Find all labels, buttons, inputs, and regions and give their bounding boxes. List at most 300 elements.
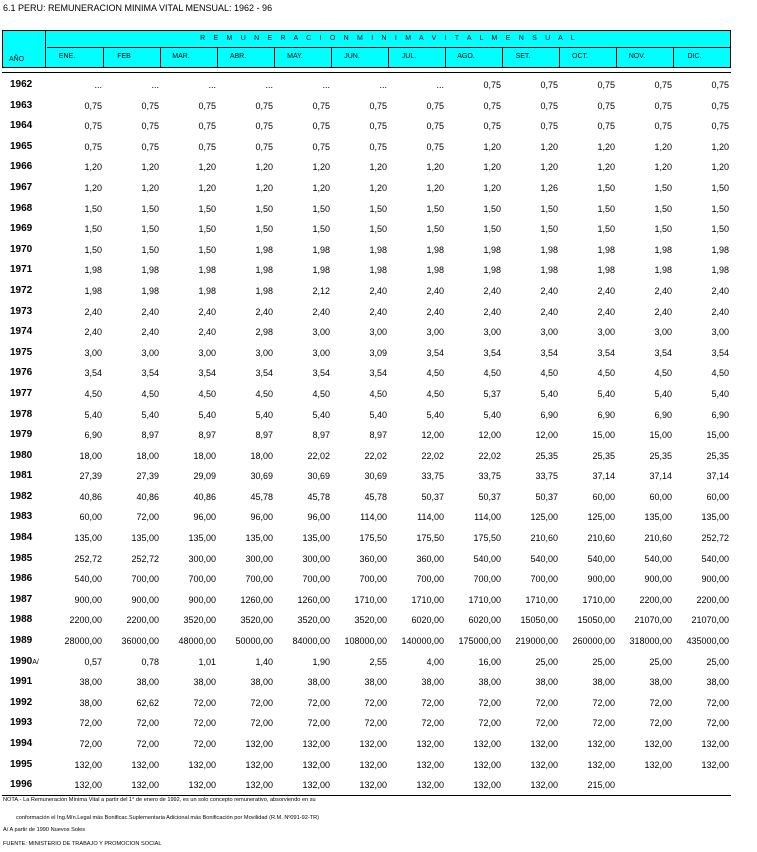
value-cell: 72,00 — [79, 739, 102, 749]
year-cell — [10, 470, 32, 481]
value-cell: 1,98 — [597, 265, 615, 276]
year-label: 1991 — [10, 676, 33, 688]
value-cell: 30,69 — [250, 471, 273, 482]
year-cell — [10, 161, 32, 172]
value-cell: 62,62 — [136, 697, 159, 708]
value-cell: 72,00 — [136, 512, 159, 523]
year-cell — [10, 285, 32, 296]
value-cell: 30,69 — [364, 471, 387, 482]
year-cell — [10, 203, 32, 214]
month-header-cell — [161, 48, 218, 67]
value-cell: 5,40 — [198, 409, 216, 420]
value-cell: 3,54 — [654, 347, 672, 358]
value-cell: 132,00 — [644, 759, 672, 770]
value-cell: 1,98 — [711, 244, 729, 255]
note-line-2: conformación el Ing.Mín.Legal más Bonificac.Suplementaria Adicional más Bonificación por Movilidad (R.M. Nº091-92-TR) — [16, 815, 319, 821]
table-row — [0, 775, 757, 796]
value-cell: 1,98 — [255, 285, 273, 296]
year-label: 1983 — [10, 511, 33, 523]
value-cell: 2,40 — [540, 306, 558, 317]
value-cell: 210,60 — [587, 533, 615, 544]
table-row — [0, 425, 757, 446]
year-cell — [10, 367, 32, 378]
value-cell: 132,00 — [359, 780, 387, 791]
value-cell: 36000,00 — [121, 636, 159, 647]
table-row — [0, 734, 757, 755]
value-cell: 12,00 — [421, 430, 444, 441]
value-cell: 5,40 — [597, 388, 615, 399]
table-row — [0, 672, 757, 693]
value-cell: 132,00 — [302, 759, 330, 770]
value-cell: 38,00 — [307, 677, 330, 688]
value-cell: 252,72 — [74, 553, 102, 564]
value-cell: 60,00 — [79, 512, 102, 523]
value-cell: 135,00 — [701, 512, 729, 523]
value-cell: 3,54 — [483, 347, 501, 358]
value-cell: 0,75 — [198, 100, 216, 111]
value-cell: 4,50 — [483, 368, 501, 379]
value-cell: 1,90 — [312, 656, 330, 667]
year-label: 1964 — [10, 120, 33, 132]
value-cell: 1710,00 — [582, 594, 615, 605]
value-cell: 1,98 — [654, 244, 672, 255]
value-cell: 132,00 — [245, 759, 273, 770]
value-cell: 2,40 — [597, 306, 615, 317]
value-cell: 0,75 — [312, 141, 330, 152]
footer-rule — [2, 795, 731, 796]
year-label: 1984 — [10, 532, 33, 544]
table-row — [0, 405, 757, 426]
year-cell — [10, 100, 32, 111]
value-cell: 3,54 — [84, 368, 102, 379]
year-cell — [10, 223, 32, 234]
value-cell: 25,35 — [592, 450, 615, 461]
value-cell: 1,98 — [426, 244, 444, 255]
value-cell: 18,00 — [193, 450, 216, 461]
value-cell: 37,14 — [649, 471, 672, 482]
value-cell: 1,98 — [141, 265, 159, 276]
year-header-label: AÑO — [9, 56, 25, 63]
value-cell: 1,20 — [597, 162, 615, 173]
value-cell: 132,00 — [74, 759, 102, 770]
value-cell: 1,50 — [84, 203, 102, 214]
value-cell: 3,00 — [711, 327, 729, 338]
value-cell: 210,60 — [530, 533, 558, 544]
value-cell: 4,50 — [597, 368, 615, 379]
value-cell: 900,00 — [188, 594, 216, 605]
value-cell: 132,00 — [245, 739, 273, 749]
value-cell: 132,00 — [644, 739, 672, 749]
value-cell: 1710,00 — [468, 594, 501, 605]
value-cell: 15,00 — [592, 430, 615, 441]
value-cell: 540,00 — [644, 553, 672, 564]
table-row — [0, 219, 757, 240]
value-cell: 1,50 — [483, 203, 501, 214]
value-cell: 15,00 — [649, 430, 672, 441]
value-cell: 8,97 — [369, 430, 387, 441]
value-cell: 5,40 — [141, 409, 159, 420]
value-cell: 900,00 — [74, 594, 102, 605]
value-cell: 1,98 — [711, 265, 729, 276]
value-cell: 175,50 — [359, 533, 387, 544]
year-label: 1995 — [10, 758, 33, 770]
year-label: 1971 — [10, 264, 33, 276]
value-cell: 50,37 — [478, 491, 501, 502]
table-row — [0, 569, 757, 590]
value-cell: 700,00 — [473, 574, 501, 585]
value-cell: 72,00 — [136, 718, 159, 729]
value-cell: 1,98 — [255, 265, 273, 276]
value-cell: 50000,00 — [235, 636, 273, 647]
year-label: 1981 — [10, 470, 33, 482]
value-cell: 72,00 — [478, 697, 501, 708]
value-cell: 0,75 — [654, 80, 672, 90]
value-cell: 1,20 — [540, 162, 558, 173]
table-row — [0, 240, 757, 261]
year-label: 1982 — [10, 490, 33, 502]
year-label: 1976 — [10, 367, 33, 379]
value-cell: 0,75 — [426, 121, 444, 132]
value-cell: 38,00 — [421, 677, 444, 688]
value-cell: 700,00 — [302, 574, 330, 585]
month-header-label: MAY. — [287, 53, 303, 60]
year-label: 1972 — [10, 284, 33, 296]
value-cell: 900,00 — [131, 594, 159, 605]
value-cell: 38,00 — [592, 677, 615, 688]
value-cell: 1260,00 — [297, 594, 330, 605]
year-label: 1993 — [10, 717, 33, 729]
value-cell: 21070,00 — [691, 615, 729, 626]
value-cell: 0,75 — [540, 100, 558, 111]
table-row — [0, 363, 757, 384]
value-cell: 1,01 — [198, 656, 216, 667]
month-header-cell — [674, 48, 731, 67]
value-cell: 45,78 — [250, 491, 273, 502]
month-header-cell — [503, 48, 560, 67]
value-cell: 114,00 — [417, 512, 444, 523]
year-cell — [10, 779, 32, 790]
value-cell: 1,20 — [483, 162, 501, 173]
value-cell: 0,75 — [711, 121, 729, 132]
year-label: 1962 — [10, 79, 33, 90]
table-row — [0, 610, 757, 631]
value-cell: 132,00 — [74, 780, 102, 791]
table-row — [0, 137, 757, 158]
value-cell: 700,00 — [245, 574, 273, 585]
table-row — [0, 75, 757, 96]
value-cell: 132,00 — [188, 780, 216, 791]
value-cell: 0,75 — [711, 100, 729, 111]
table-row — [0, 652, 757, 673]
value-cell: 1,50 — [597, 203, 615, 214]
value-cell: 0,78 — [141, 656, 159, 667]
value-cell: 4,50 — [540, 368, 558, 379]
value-cell: 114,00 — [360, 512, 387, 523]
value-cell: 25,35 — [649, 450, 672, 461]
value-cell: 38,00 — [193, 677, 216, 688]
value-cell: 1710,00 — [411, 594, 444, 605]
value-cell: ... — [379, 80, 387, 90]
value-cell: 900,00 — [701, 574, 729, 585]
value-cell: 72,00 — [706, 697, 729, 708]
value-cell: 700,00 — [188, 574, 216, 585]
year-label: 1986 — [10, 573, 33, 585]
value-cell: 72,00 — [307, 697, 330, 708]
year-cell — [10, 450, 32, 461]
value-cell: 72,00 — [79, 718, 102, 729]
value-cell: 1,50 — [711, 203, 729, 214]
value-cell: 1,98 — [255, 244, 273, 255]
value-cell: 5,40 — [84, 409, 102, 420]
value-cell: 2200,00 — [696, 594, 729, 605]
value-cell: 48000,00 — [178, 636, 216, 647]
value-cell: 72,00 — [592, 718, 615, 729]
value-cell: 0,75 — [540, 121, 558, 132]
value-cell: 72,00 — [535, 718, 558, 729]
value-cell: 132,00 — [587, 759, 615, 770]
value-cell: 0,75 — [369, 141, 387, 152]
value-cell: 37,14 — [592, 471, 615, 482]
value-cell: 3,54 — [369, 368, 387, 379]
value-cell: 132,00 — [701, 739, 729, 749]
month-header-label: DIC. — [687, 53, 702, 60]
value-cell: 132,00 — [701, 759, 729, 770]
year-label: 1967 — [10, 181, 33, 193]
value-cell: 300,00 — [245, 553, 273, 564]
year-label: 1979 — [10, 429, 33, 441]
value-cell: 72,00 — [592, 697, 615, 708]
table-row — [0, 507, 757, 528]
value-cell: 132,00 — [359, 739, 387, 749]
table-row — [0, 96, 757, 117]
value-cell: 4,50 — [198, 388, 216, 399]
value-cell: 3,00 — [312, 347, 330, 358]
value-cell: 3,54 — [141, 368, 159, 379]
value-cell: 215,00 — [587, 780, 615, 791]
month-header-label: JUL. — [401, 53, 417, 60]
value-cell: 3,09 — [369, 347, 387, 358]
year-cell — [10, 141, 32, 152]
value-cell: 8,97 — [312, 430, 330, 441]
value-cell: ... — [94, 80, 102, 90]
value-cell: 6020,00 — [411, 615, 444, 626]
value-cell: 132,00 — [131, 780, 159, 791]
month-header-label: ABR. — [229, 53, 247, 60]
table-row — [0, 322, 757, 343]
value-cell: 40,86 — [193, 491, 216, 502]
table-row — [0, 466, 757, 487]
value-cell: 0,75 — [597, 121, 615, 132]
value-cell: 2,40 — [540, 285, 558, 296]
value-cell: 6,90 — [540, 409, 558, 420]
month-header-cell — [617, 48, 674, 67]
value-cell: 135,00 — [302, 533, 330, 544]
value-cell: 1,98 — [540, 244, 558, 255]
value-cell: 1,50 — [483, 224, 501, 235]
value-cell: 1,20 — [654, 162, 672, 173]
value-cell: 25,35 — [535, 450, 558, 461]
footnote-a: A/ A partir de 1990 Nuevos Soles — [3, 827, 86, 833]
value-cell: 132,00 — [473, 739, 501, 749]
value-cell: 4,50 — [654, 368, 672, 379]
value-cell: 1,50 — [312, 203, 330, 214]
note-line-1: NOTA.- La Remuneración Mínima Vital a partir del 1° de enero de 1992, es un solo concepto remunerativo, absorviendo en su — [3, 797, 316, 803]
value-cell: 4,50 — [426, 368, 444, 379]
table-row — [0, 384, 757, 405]
value-cell: 300,00 — [188, 553, 216, 564]
value-cell: 252,72 — [131, 553, 159, 564]
year-cell — [10, 409, 32, 420]
month-header-label: OCT. — [572, 53, 588, 60]
value-cell: 1,20 — [141, 182, 159, 193]
value-cell: 1,50 — [255, 224, 273, 235]
value-cell: 4,50 — [369, 388, 387, 399]
year-cell — [10, 573, 32, 584]
value-cell: 125,00 — [530, 512, 558, 523]
year-label: 1980 — [10, 449, 33, 461]
value-cell: 2,40 — [84, 306, 102, 317]
value-cell: 5,40 — [483, 409, 501, 420]
value-cell: 72,00 — [136, 739, 159, 749]
value-cell: 0,75 — [369, 100, 387, 111]
value-cell: 219000,00 — [515, 636, 558, 647]
value-cell: 72,00 — [193, 718, 216, 729]
value-cell: 33,75 — [421, 471, 444, 482]
value-cell: 6,90 — [597, 409, 615, 420]
value-cell: 318000,00 — [629, 636, 672, 647]
value-cell: 72,00 — [193, 739, 216, 749]
value-cell: 3520,00 — [240, 615, 273, 626]
value-cell: 4,50 — [255, 388, 273, 399]
value-cell: 1,98 — [312, 244, 330, 255]
table-row — [0, 755, 757, 776]
value-cell: 3,00 — [597, 327, 615, 338]
value-cell: 25,00 — [592, 656, 615, 667]
value-cell: 5,37 — [483, 388, 501, 399]
value-cell: 1,98 — [654, 265, 672, 276]
value-cell: 21070,00 — [634, 615, 672, 626]
value-cell: 1,20 — [84, 162, 102, 173]
value-cell: 38,00 — [706, 677, 729, 688]
value-cell: 1,20 — [711, 162, 729, 173]
value-cell: 132,00 — [587, 739, 615, 749]
value-cell: 29,09 — [193, 471, 216, 482]
value-cell: 1,98 — [483, 244, 501, 255]
value-cell: 540,00 — [701, 553, 729, 564]
value-cell: 2,40 — [141, 306, 159, 317]
value-cell: 2,40 — [426, 285, 444, 296]
value-cell: 210,60 — [644, 533, 672, 544]
value-cell: 1,50 — [312, 224, 330, 235]
value-cell: 25,00 — [535, 656, 558, 667]
value-cell: 1,20 — [141, 162, 159, 173]
value-cell: 1,50 — [597, 224, 615, 235]
value-cell: 0,75 — [654, 100, 672, 111]
value-cell: 0,75 — [255, 121, 273, 132]
value-cell: 5,40 — [312, 409, 330, 420]
value-cell: 5,40 — [255, 409, 273, 420]
year-label: 1968 — [10, 202, 33, 214]
value-cell: 1,98 — [369, 265, 387, 276]
value-cell: 45,78 — [364, 491, 387, 502]
value-cell: 300,00 — [302, 553, 330, 564]
year-cell — [10, 182, 32, 193]
value-cell: 132,00 — [245, 780, 273, 791]
value-cell: 16,00 — [478, 656, 501, 667]
value-cell: 72,00 — [478, 718, 501, 729]
year-label: 1994 — [10, 738, 33, 749]
value-cell: 1,20 — [597, 141, 615, 152]
value-cell: 3,54 — [597, 347, 615, 358]
value-cell: 8,97 — [255, 430, 273, 441]
year-cell — [10, 553, 32, 564]
year-label: 1963 — [10, 99, 33, 111]
year-cell — [10, 594, 32, 605]
year-cell — [10, 511, 32, 522]
year-cell — [10, 532, 32, 543]
value-cell: 22,02 — [364, 450, 387, 461]
year-cell — [10, 759, 32, 770]
value-cell: 0,75 — [483, 80, 501, 90]
value-cell: 1,20 — [369, 182, 387, 193]
table-row — [0, 693, 757, 714]
value-cell: 1,20 — [426, 182, 444, 193]
value-cell: 3,00 — [654, 327, 672, 338]
value-cell: 0,75 — [654, 121, 672, 132]
value-cell: 3520,00 — [297, 615, 330, 626]
value-cell: 5,40 — [426, 409, 444, 420]
value-cell: 140000,00 — [401, 636, 444, 647]
value-cell: 132,00 — [473, 780, 501, 791]
value-cell: 1,50 — [141, 244, 159, 255]
value-cell: 1,50 — [711, 182, 729, 193]
value-cell: 0,75 — [84, 141, 102, 152]
value-cell: 96,00 — [250, 512, 273, 523]
value-cell: 38,00 — [649, 677, 672, 688]
table-row — [0, 713, 757, 734]
year-label: 1974 — [10, 326, 33, 338]
value-cell: 132,00 — [416, 739, 444, 749]
year-cell — [10, 306, 32, 317]
year-cell — [10, 676, 32, 687]
value-cell: 0,75 — [198, 121, 216, 132]
value-cell: 18,00 — [250, 450, 273, 461]
value-cell: 4,50 — [312, 388, 330, 399]
value-cell: 0,75 — [84, 100, 102, 111]
value-cell: 1260,00 — [240, 594, 273, 605]
value-cell: 0,75 — [483, 121, 501, 132]
value-cell: 1,50 — [369, 203, 387, 214]
value-cell: 132,00 — [302, 739, 330, 749]
value-cell: 2,40 — [312, 306, 330, 317]
value-cell: 132,00 — [302, 780, 330, 791]
month-header-cell — [446, 48, 503, 67]
value-cell: 2,40 — [654, 285, 672, 296]
value-cell: 22,02 — [307, 450, 330, 461]
value-cell: 15050,00 — [520, 615, 558, 626]
value-cell: 1,50 — [141, 203, 159, 214]
table-row — [0, 446, 757, 467]
year-label: 1978 — [10, 408, 33, 420]
value-cell: 0,75 — [255, 141, 273, 152]
value-cell: 540,00 — [74, 574, 102, 585]
value-cell: 25,00 — [649, 656, 672, 667]
table-row — [0, 157, 757, 178]
month-header-label: ENE. — [58, 53, 76, 60]
value-cell: 1,50 — [426, 203, 444, 214]
value-cell: 3,54 — [255, 368, 273, 379]
value-cell: 8,97 — [198, 430, 216, 441]
